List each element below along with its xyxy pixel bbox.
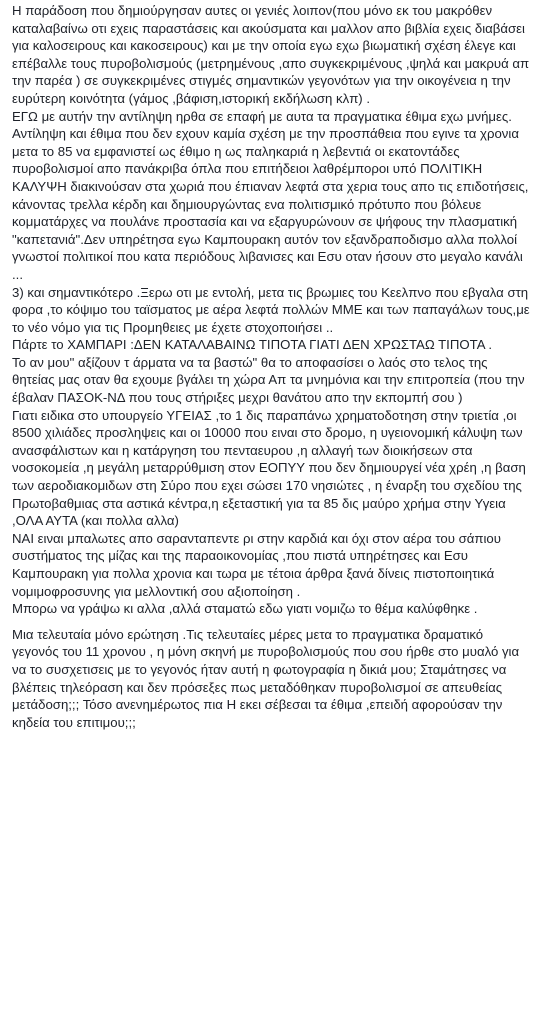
post-paragraph-point-3: 3) και σημαντικότερο .Ξερω οτι με εντολή, μετα τις βρωμιες του Κεελπνο που εβγαλα στη φορα ,το κόψιμο του ταϊσματος με αέρα λεφτά πολλών ΜΜΕ και των παπαγάλων τους,με το νέο νόμο για τις Προμηθειες με έχετε στοχοποιήσει .. xyxy=(12,284,530,335)
post-paragraph-perception: Αντίληψη και έθιμα που δεν εχουν καμία σχέση με την προσπάθεια που εγινε τα χρονια μετα το 85 να εμφανιστεί ως έθιμο η ως παληκαριά η λεβεντιά οι εκατοντάδες πυροβολισμοί απο πανάκριβα όπλα που επιτήδειοι λαθρέμποροι υπό ΠΟΛΙΤΙΚΗ ΚΑΛΥΨΗ διακινούσαν στα χωριά που έπιαναν λεφτά στα χερια τους απο τις επιδοτήσεις, κάνοντας τρελλα κέρδη και δημιουργώντας ενα πολιτισμικό πρότυπο που βόλευε κομματάρχες να πουλάνε προστασία και να εξαργυρώνουν σε ψήφους την πλασματική "καπετανιά".Δεν υπηρέτησα εγω Καμπουρακη αυτόν τον εξανδραποδισμο αλλα πολλοί γνωστοί πολιτικοί που κατα περιόδους λιβανισες και Εσυ οταν ήσουν στο μεγαλο κανάλι ... xyxy=(12,126,529,282)
post-paragraph-memories: ΕΓΩ με αυτήν την αντίληψη ηρθα σε επαφή με αυτα τα πραγματικα έθιμα εχω μνήμες. xyxy=(12,108,512,124)
post-paragraph-news: Πάρτε το ΧΑΜΠΑΡΙ :ΔΕΝ ΚΑΤΑΛΑΒΑΙΝΩ ΤΙΠΟΤΑ ΓΙΑΤΙ ΔΕΝ ΧΡΩΣΤΑΩ ΤΙΠΟΤΑ . xyxy=(12,337,493,353)
post-paragraph-yes: ΝΑΙ ειναι μπαλωτες απο σαρανταπεντε ρι στην καρδιά και όχι στον αέρα του σάπιου συστήματος της μίζας και της παραοικονομίας ,που πιστά υπηρέτησες και Εσυ Καμπουρακη για πολλα χρονια και τωρα με τέτοια άρθρα ξανά δίνεις πιστοποιητικά νομιμοφροσυνης για μελλοντική σου αξιοποίηση . xyxy=(12,530,501,599)
post-paragraph-stop: Μπορω να γράψω κι αλλα ,αλλά σταματώ εδω γιατι νομιζω το θέμα καλύφθηκε . xyxy=(12,601,478,617)
post-paragraph-health-ministry: Γιατι ειδικα στο υπουργείο ΥΓΕΙΑΣ ,το 1 δις παραπάνω χρηματοδοτηση στην τριετία ,οι 8500 χιλιάδες προσληψεις και οι 10000 που ειναι στο δρομο, η υγειονομική κάλυψη των ανασφάλιστων και η κατάργηση του πενταευρου ,η αλλαγή των διοικήσεων στα νοσοκομεία ,η μεγάλη μεταρρύθμιση στον ΕΟΠΥΥ που δεν δημιουργεί νέα χρέη ,η βαση των αεροδιακομιδων στη Σύρο που εχει σώσει 170 νησιώτες , η έναρξη του σχεδίου της Πρωτοβαθμιας στα αστικά κέντρα,η εξεταστική για τα 85 δις μαύρο χρήμα στην Υγεια ,ΟΛΑ ΑΥΤΑ (και πολλα αλλα) xyxy=(12,407,526,529)
post-paragraph-last-question: Μια τελευταία μόνο ερώτηση .Τις τελευταίες μέρες μετα το πραγματικα δραματικό γεγονός του 11 χρονου , η μόνη σκηνή με πυροβολισμούς που σου ήρθε στο μυαλό για να το συσχετισεις με το γεγονός ήταν αυτή η φωτογραφία η δικιά μου; Σταμάτησες να βλέπεις τηλεόραση και δεν πρόσεξες πως μεταδόθηκαν πυροβολισμοί σε απευθείας μετάδοση;;; Τόσο ανενημέρωτος πια Η εκει σέβεσαι τα έθιμα ,επειδή αφορούσαν την κηδεία του επιτιμου;;; xyxy=(12,626,520,730)
post-paragraph-people-decide: Το αν μου" αξίζουν τ άρματα να τα βαστώ" θα το αποφασίσει ο λαός στο τελος της θητείας μας οταν θα εχουμε βγάλει τη χώρα Απ τα μνημόνια και την επιτροπεία (που την έβαλαν ΠΑΣΟΚ-ΝΔ που τους στήριξες μεχρι θανάτου απο την εκπομπή σου ) xyxy=(12,354,525,406)
post-paragraph-tradition: Η παράδοση που δημιούργησαν αυτες οι γενιές λοιπον(που μόνο εκ του μακρόθεν καταλαβαίνω οτι εχεις παραστάσεις και ακούσματα και μαλλον απο βιβλία εχεις διαβάσει για καλοσειρους και κακοσειρους) και με την οποία εγω εχω βιωματική σχέση έλεγε και επέβαλλε τους πυροβολισμούς (μετρημένους ,απο συγκεκριμένους ,ψηλά και μακρυά απ την παρέα ) σε συγκεκριμένες στιγμές σημαντικών γεγονότων για την οικογένεια η την ευρύτερη κοινότητα (γάμος ,βάφιση,ιστορική εκδήλωση κλπ) . xyxy=(12,3,530,106)
